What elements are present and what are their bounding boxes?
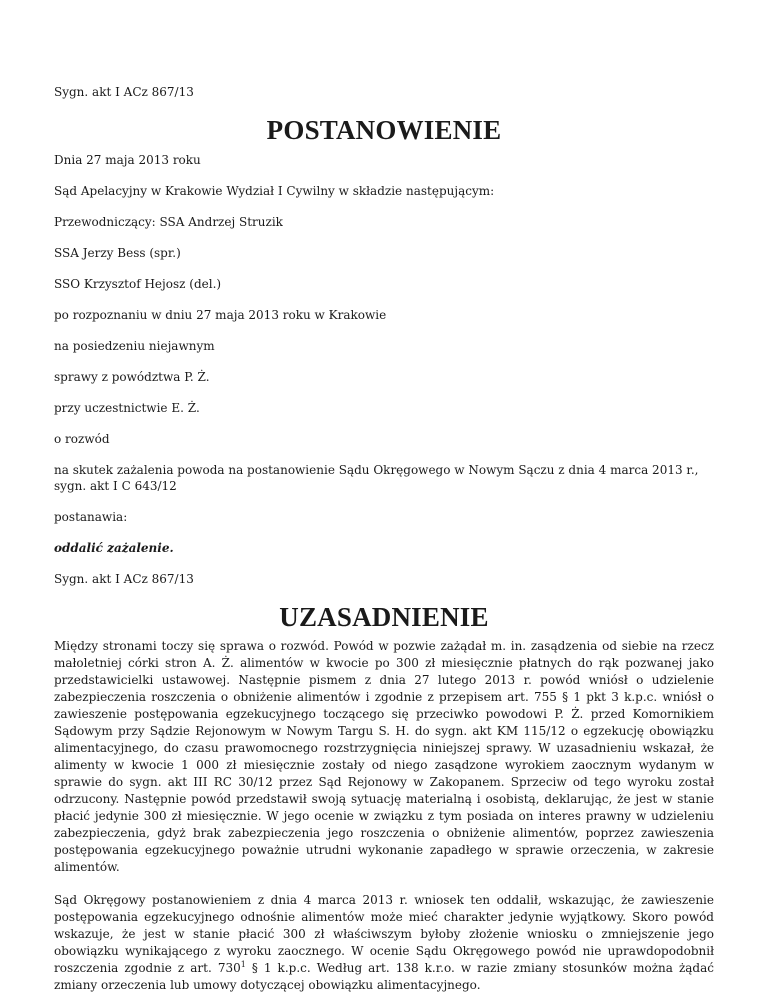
justification-paragraph: Między stronami toczy się sprawa o rozwód. Powód w pozwie zażądał m. in. zasądzenia od siebie na rzecz małoletniej córki stron A. Ż. alimentów w kwocie po 300 zł miesięcznie płatnych do rąk pozwanej jako przedstawicielki ustawowej. Następnie pismem z dnia 27 lutego 2013 r. powód wniósł o udzielenie zabezpieczenia roszczenia o obniżenie alimentów i zgodnie z przepisem art. 755 § 1 pkt 3 k.p.c. wniósł o zawieszenie postępowania egzekucyjnego toczącego się przeciwko powodowi P. Ż. przed Komornikiem Sądowym przy Sądzie Rejonowym w Nowym Targu S. H. do sygn. akt KM 115/12 o egzekucję obowiązku alimentacyjnego, do czasu prawomocnego rozstrzygnięcia niniejszej sprawy. W uzasadnieniu wskazał, że alimenty w kwocie 1 000 zł miesięcznie zostały od niego zasądzone wyrokiem zaocznym wydanym w sprawie do sygn. akt III RC 30/12 przez Sąd Rejonowy w Zakopanem. Sprzeciw od tego wyroku został odrzucony. Następnie powód przedstawił swoją sytuację materialną i osobistą, deklarując, że jest w stanie płacić jedynie 300 zł miesięcznie. W jego ocenie w związku z tym posiada on interes prawny w udzieleniu zabezpieczenia, gdyż brak zabezpieczenia jego roszczenia o obniżenie alimentów, poprzez zawieszenia postępowania egzekucyjnego poważnie utrudni wykonanie zapadłego w sprawie orzeczenia, w zakresie alimentów. [54,639,714,874]
date-line: Dnia 27 maja 2013 roku [54,153,201,167]
paragraph-text: Sąd Okręgowy postanowieniem z dnia 4 marca 2013 r. wniosek ten oddalił, wskazując, że zawieszenie postępowania egzekucyjnego odnośnie alimentów może mieć charakter jedynie wyjątkowy. Skoro powód wskazuje, że jest w stanie płacić 300 zł właściwszym byłoby złożenie wniosku o zmniejszenie jego obowiązku wynikającego z wyroku zaocznego. W ocenie Sądu Okręgowego powód nie uprawdopodobnił roszczenia zgodnie z art. 730 [54,893,714,975]
participant-line: przy uczestnictwie E. Ż. [54,401,200,415]
justification-title: UZASADNIENIE [279,602,489,632]
document-title: POSTANOWIENIE [266,115,502,145]
session-line: na posiedzeniu niejawnym [54,339,215,353]
paragraph-text: § 1 k.p.c. Według art. 138 k.r.o. w razie zmiany stosunków można żądać zmiany orzeczenia lub umowy dotyczącej obowiązku alimentacyjnego. [54,961,714,992]
court-line: Sąd Apelacyjny w Krakowie Wydział I Cywilny w składzie następującym: [54,184,495,198]
decides-line: postanawia: [54,510,128,524]
justification-paragraph [54,892,714,994]
decision-text: oddalić zażalenie. [54,541,174,555]
judge-line: SSA Jerzy Bess (spr.) [54,246,181,260]
case-reference: Sygn. akt I ACz 867/13 [54,85,194,99]
subject-line: o rozwód [54,432,110,446]
case-reference-second: Sygn. akt I ACz 867/13 [54,572,194,586]
hearing-line: po rozpoznaniu w dniu 27 maja 2013 roku w Krakowie [54,308,387,322]
judge-line: SSO Krzysztof Hejosz (del.) [54,277,222,291]
appeal-line: na skutek zażalenia powoda na postanowienie Sądu Okręgowego w Nowym Sączu z dnia 4 marca 2013 r., sygn. akt I C 643/12 [54,463,699,493]
plaintiff-line: sprawy z powództwa P. Ż. [54,370,210,384]
chair-line: Przewodniczący: SSA Andrzej Struzik [54,215,283,229]
superscript: 1 [240,960,246,969]
